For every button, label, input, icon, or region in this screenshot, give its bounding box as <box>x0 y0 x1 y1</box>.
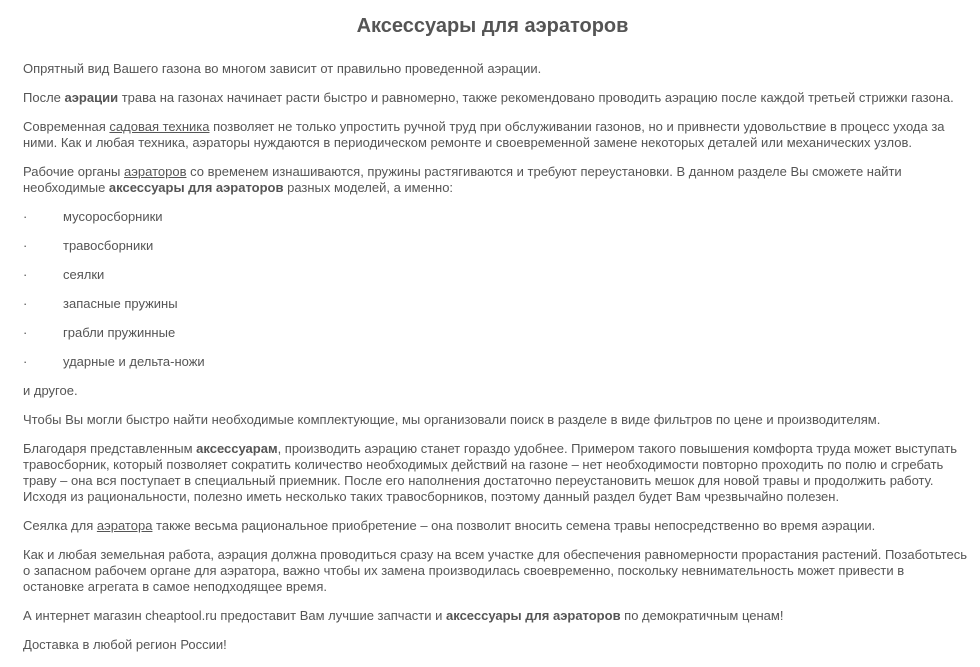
text: После <box>23 90 65 105</box>
bold-term-accessories: аксессуары для аэраторов <box>446 608 621 623</box>
link-garden-tech[interactable]: садовая техника <box>109 119 210 134</box>
text: по демократичным ценам! <box>620 608 784 623</box>
paragraph-and-more: и другое. <box>23 383 78 398</box>
list-item-text: запасные пружины <box>63 296 178 311</box>
bold-term-aeration: аэрации <box>64 90 119 105</box>
paragraph-filters: Чтобы Вы могли быстро найти необходимые комплектующие, мы организовали поиск в разделе в виде фильтров по цене и производителям. <box>23 412 881 427</box>
link-aerator[interactable]: аэратора <box>96 518 153 533</box>
text: трава на газонах начинает расти быстро и равномерно, также рекомендовано проводить аэрацию после каждой третьей стрижки газона. <box>118 90 954 105</box>
paragraph-store <box>23 608 968 624</box>
paragraph-aeration <box>23 90 968 106</box>
page-title: Аксессуары для аэраторов <box>356 15 629 37</box>
paragraph-grass-catcher <box>23 441 968 505</box>
list-item-text: грабли пружинные <box>63 325 176 340</box>
bullet: · <box>23 354 28 369</box>
bullet: · <box>23 296 28 311</box>
text: Благодаря представленным <box>23 441 197 456</box>
text: также весьма рациональное приобретение – она позволит вносить семена травы непосредственно во время аэрации. <box>152 518 876 533</box>
text: Современная <box>23 119 110 134</box>
bullet: · <box>23 325 28 340</box>
text: со временем изнашиваются, пружины растягиваются и требуют переустановки. В данном разделе Вы сможете найти необходимые <box>23 164 902 195</box>
list-item-text: ударные и дельта-ножи <box>63 354 205 369</box>
paragraph-intro: Опрятный вид Вашего газона во многом зависит от правильно проведенной аэрации. <box>23 61 542 76</box>
text: Рабочие органы <box>23 164 125 179</box>
text: , производить аэрацию станет гораздо удобнее. Примером такого повышения комфорта труда может выступать травосборник, который позволяет сократить количество необходимых действий на газоне – нет необходимости повторно проходить по полю и сгребать траву – она вся поступает в специальный приемник. После его наполнения достаточно переустановить мешок для новой травы и продолжить работу. Исходя из рациональности, полезно иметь несколько таких травосборников, поэтому данный раздел будет Вам чрезвычайно полезен. <box>23 441 958 504</box>
bullet: · <box>23 267 28 282</box>
paragraph-working-parts <box>23 164 968 196</box>
bullet: · <box>23 238 28 253</box>
text: позволяет не только упростить ручной труд при обслуживании газонов, но и привнести удовольствие в процесс ухода за ними. Как и любая техника, аэраторы нуждаются в периодическом ремонте и своевременной замене некоторых деталей или механических узлов. <box>23 119 945 150</box>
bold-term-accessories: аксессуарам <box>196 441 278 456</box>
paragraph-garden-tech <box>23 119 968 151</box>
paragraph-spare-parts: Как и любая земельная работа, аэрация должна проводиться сразу на всем участке для обеспечения равномерности прорастания растений. Позаботьтесь о запасном рабочем органе для аэратора, важно чтобы их замена производилась своевременно, поскольку невнимательность может привести в остановке агрегата в самое неподходящее время. <box>23 547 967 594</box>
text: разных моделей, а именно: <box>283 180 454 195</box>
text: А интернет магазин cheaptool.ru предоставит Вам лучшие запчасти и <box>23 608 446 623</box>
link-aerators[interactable]: аэраторов <box>124 164 187 179</box>
list-item-text: мусоросборники <box>63 209 163 224</box>
paragraph-delivery: Доставка в любой регион России! <box>23 637 227 652</box>
text: Сеялка для <box>23 518 97 533</box>
list-item-text: сеялки <box>63 267 105 282</box>
list-item-text: травосборники <box>63 238 154 253</box>
paragraph-seeder <box>23 518 968 534</box>
bold-term-accessories: аксессуары для аэраторов <box>108 180 284 195</box>
bullet: · <box>23 209 28 224</box>
